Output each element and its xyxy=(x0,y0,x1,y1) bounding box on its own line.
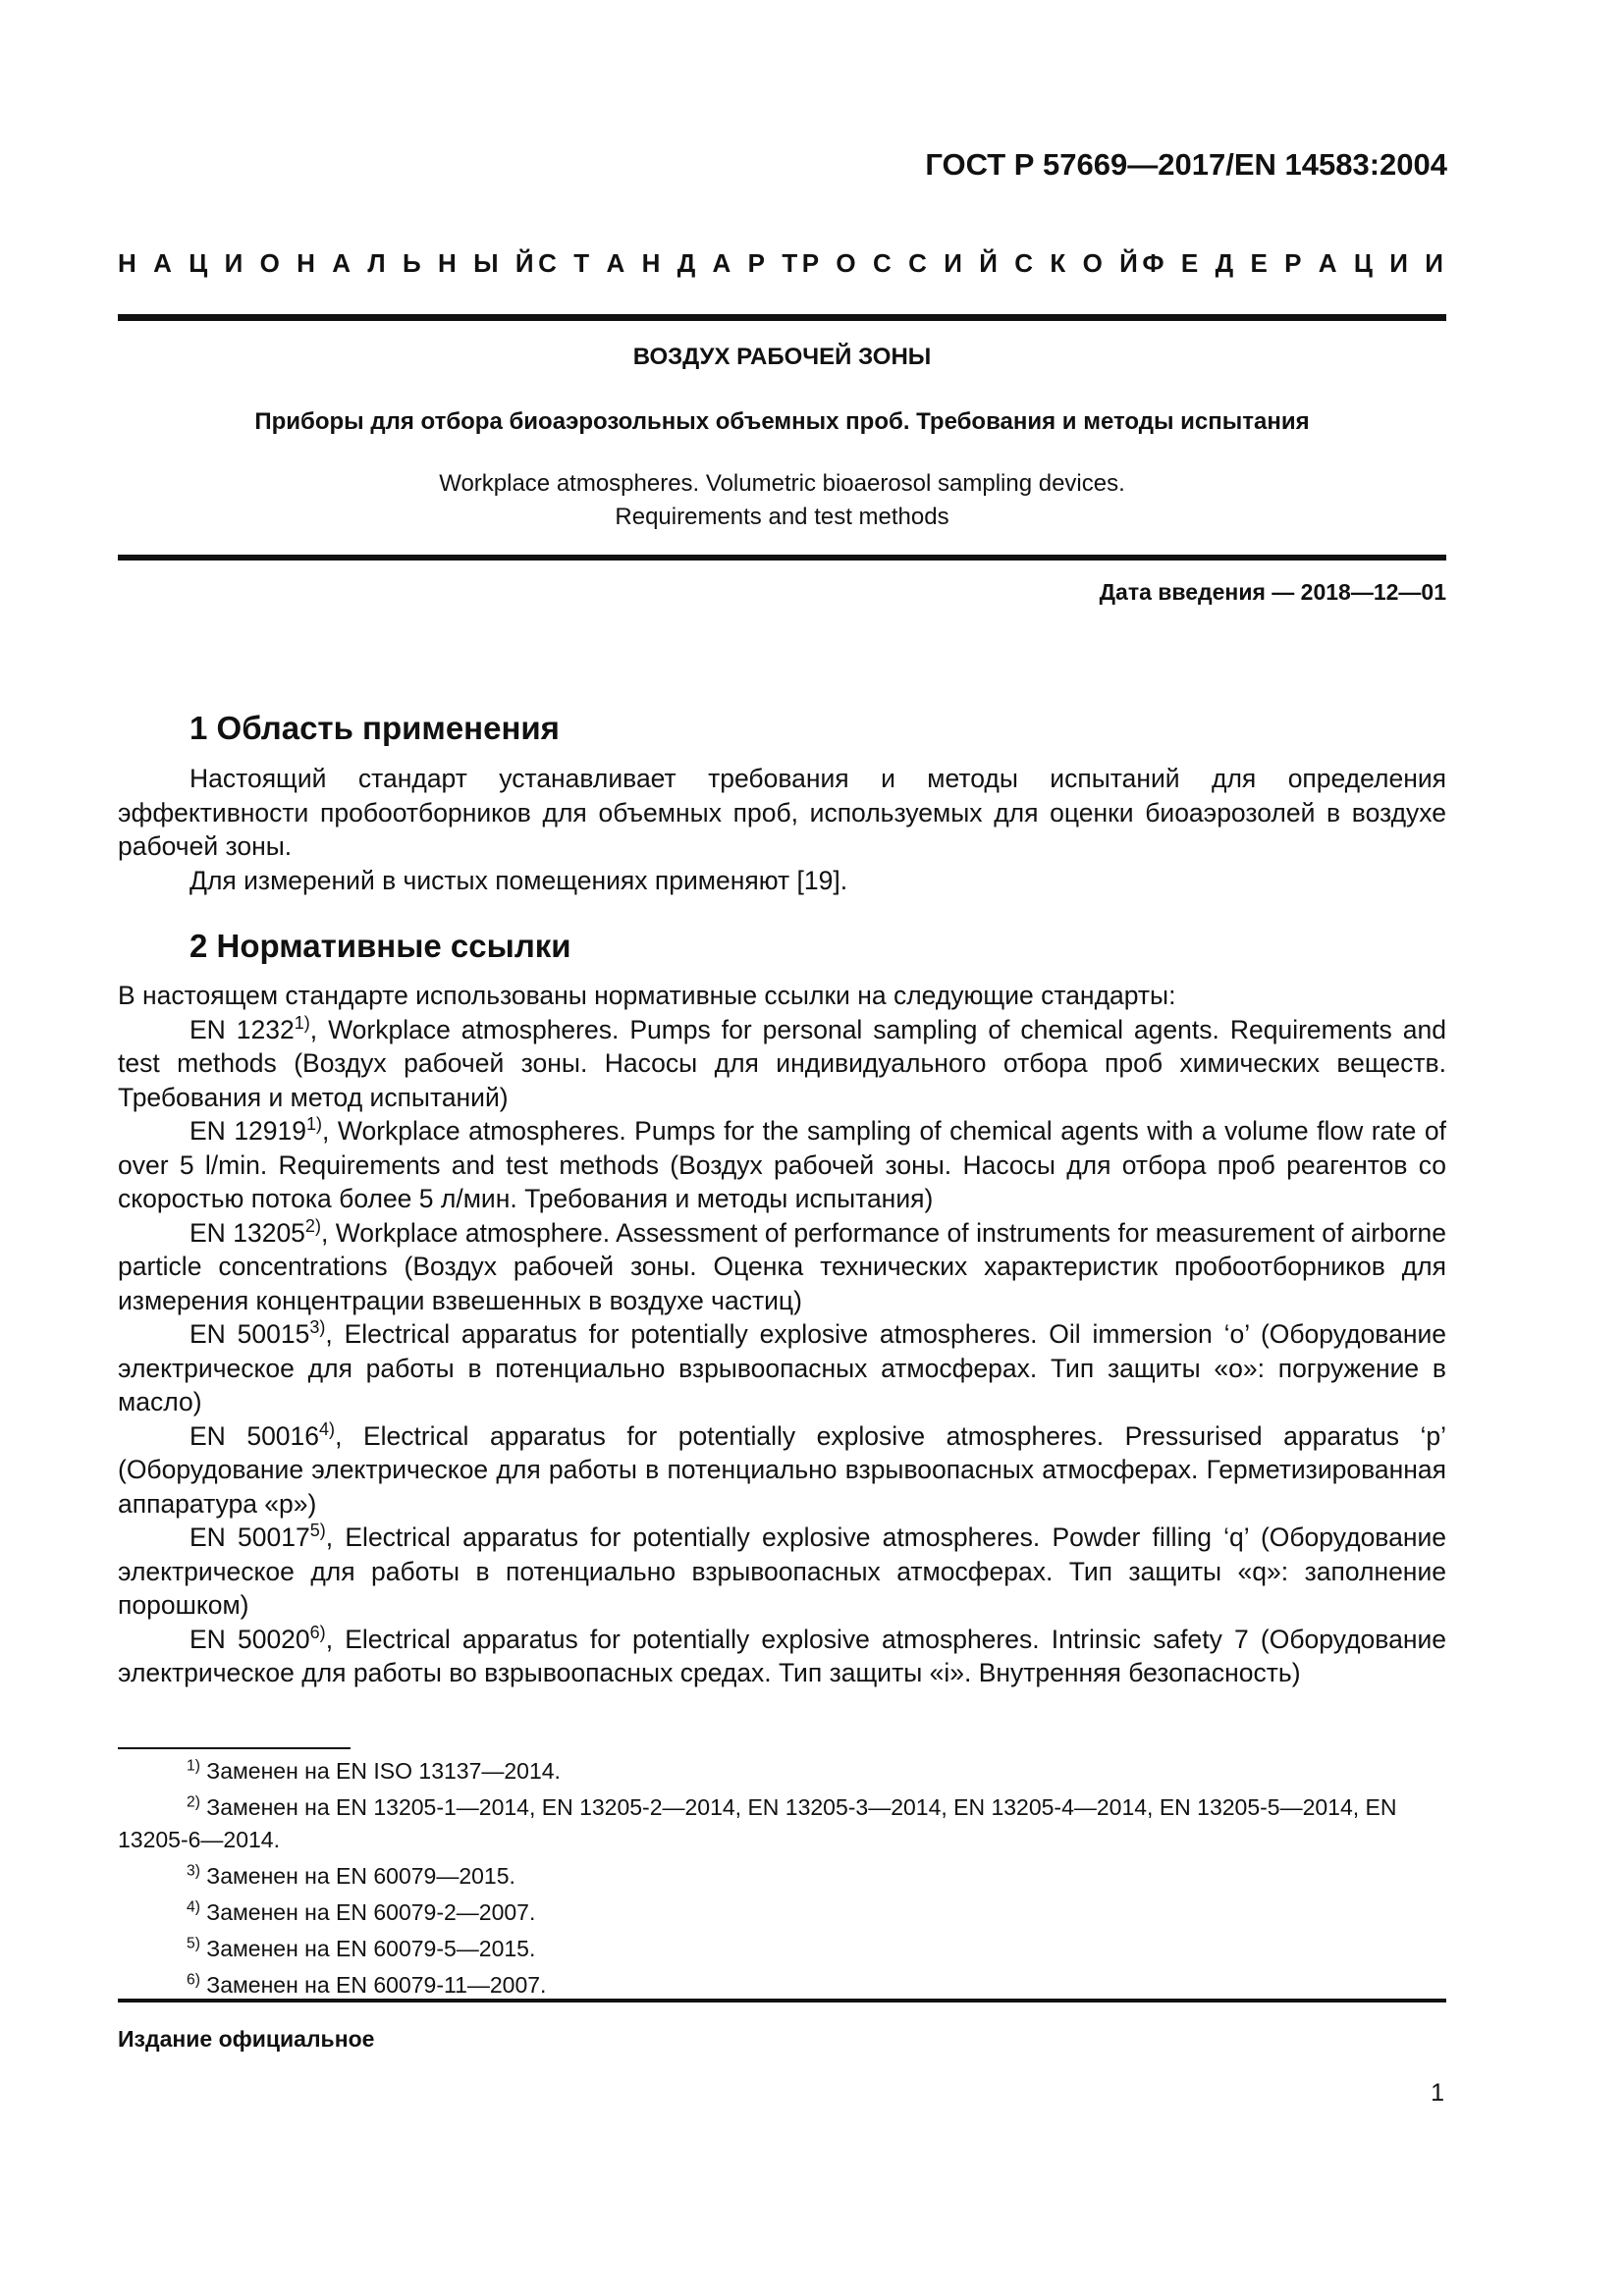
footnote-text: Заменен на EN 60079—2015. xyxy=(199,1863,515,1889)
banner-word: С Т А Н Д А Р Т xyxy=(538,248,798,278)
section-1-body xyxy=(118,762,1446,897)
banner-word: Н А Ц И О Н А Л Ь Н Ы Й xyxy=(118,248,534,278)
footnote-text: Заменен на EN 13205-1—2014, EN 13205-2—2014, EN 13205-3—2014, EN 13205-4—2014, EN 13205-5—2014, EN 13205-6—2014. xyxy=(118,1794,1397,1852)
introduction-date: Дата введения — 2018—12—01 xyxy=(1099,579,1446,605)
paragraph: Для измерений в чистых помещениях применяют [19]. xyxy=(189,865,848,895)
document-title: ВОЗДУХ РАБОЧЕЙ ЗОНЫ xyxy=(632,344,932,370)
footnote-mark[interactable]: 1) xyxy=(306,1114,323,1135)
section-1-heading: 1 Область применения xyxy=(189,710,560,746)
footnote-mark[interactable]: 1) xyxy=(294,1012,310,1033)
footnotes xyxy=(118,1755,1446,2005)
reference-item xyxy=(118,1419,1446,1522)
footnote-text: Заменен на EN 60079-11—2007. xyxy=(199,1972,547,1998)
standard-code: ГОСТ Р 57669—2017/EN 14583:2004 xyxy=(925,147,1447,182)
reference-code: EN 12919 xyxy=(189,1116,307,1146)
reference-code: EN 50015 xyxy=(189,1319,310,1349)
footnote-mark: 5) xyxy=(187,1935,200,1952)
document-subtitle: Приборы для отбора биоаэрозольных объемных проб. Требования и методы испытания xyxy=(254,408,1310,435)
footnote xyxy=(118,1896,1446,1929)
reference-text: , Electrical apparatus for potentially explosive atmospheres. Oil immersion ‘o’ (Оборудование электрическое для работы в потенциально взрывоопасных атмосферах. Тип защиты «о»: погружение в масло) xyxy=(118,1319,1447,1416)
page-number: 1 xyxy=(1431,2079,1444,2107)
reference-text: , Electrical apparatus for potentially explosive atmospheres. Pressurised apparatus ‘p’ (Оборудование электрическое для работы в потенциально взрывоопасных атмосферах. Герметизированная аппаратура «р») xyxy=(118,1420,1446,1519)
english-title-line: Workplace atmospheres. Volumetric bioaerosol sampling devices. xyxy=(439,470,1125,497)
footnote xyxy=(118,1791,1446,1856)
reference-item xyxy=(118,1623,1446,1690)
footnote-mark: 4) xyxy=(187,1898,200,1916)
footnote xyxy=(118,1969,1446,2002)
footnote-text: Заменен на EN 60079-5—2015. xyxy=(199,1936,536,1961)
footnote xyxy=(118,1860,1446,1893)
reference-item xyxy=(118,1114,1446,1216)
section-2-heading: 2 Нормативные ссылки xyxy=(189,928,571,964)
top-rule xyxy=(118,314,1446,321)
reference-text: , Workplace atmospheres. Pumps for the sampling of chemical agents with a volume flow rate of over 5 l/min. Requirements and test methods (Воздух рабочей зоны. Насосы для отбора проб реагентов со скоростью потока более 5 л/мин. Требования и методы испытания) xyxy=(118,1116,1446,1213)
footnote-separator xyxy=(118,1747,351,1749)
reference-code: EN 50016 xyxy=(189,1420,320,1451)
footnote-mark: 6) xyxy=(187,1971,200,1989)
footnote-mark[interactable]: 4) xyxy=(319,1418,336,1439)
reference-code: EN 50017 xyxy=(189,1522,310,1552)
title-rule xyxy=(118,555,1446,561)
official-edition-label: Издание официальное xyxy=(118,2026,375,2052)
footnote-mark[interactable]: 3) xyxy=(309,1317,326,1338)
english-title-line: Requirements and test methods xyxy=(615,504,949,530)
reference-code: EN 50020 xyxy=(189,1624,310,1654)
reference-code: EN 1232 xyxy=(189,1014,295,1044)
footnote xyxy=(118,1933,1446,1965)
footnote-mark: 1) xyxy=(187,1757,200,1775)
banner-word: Ф Е Д Е Р А Ц И И xyxy=(1142,248,1443,278)
reference-item xyxy=(118,1521,1446,1623)
reference-text: , Workplace atmospheres. Pumps for personal sampling of chemical agents. Requirements and test methods (Воздух рабочей зоны. Насосы для индивидуального отбора проб химических веществ. Требования и метод испытаний) xyxy=(118,1014,1446,1112)
reference-item xyxy=(118,1013,1446,1115)
section-2-body xyxy=(118,979,1446,1690)
bottom-rule xyxy=(118,1999,1446,2002)
reference-text: , Electrical apparatus for potentially explosive atmospheres. Powder filling ‘q’ (Оборудование электрическое для работы в потенциально взрывоопасных атмосферах. Тип защиты «q»: заполнение порошком) xyxy=(118,1522,1446,1620)
paragraph: В настоящем стандарте использованы нормативные ссылки на следующие стандарты: xyxy=(118,981,1176,1010)
reference-text: , Electrical apparatus for potentially explosive atmospheres. Intrinsic safety 7 (Оборудование электрическое для работы во взрывоопасных средах. Тип защиты «i». Внутренняя безопасность) xyxy=(118,1624,1446,1687)
footnote-mark: 2) xyxy=(187,1793,200,1811)
national-standard-banner xyxy=(118,248,1443,279)
footnote-text: Заменен на EN 60079-2—2007. xyxy=(199,1899,536,1925)
reference-item xyxy=(118,1317,1446,1419)
reference-code: EN 13205 xyxy=(189,1217,305,1248)
paragraph: Настоящий стандарт устанавливает требования и методы испытаний для определения эффективности пробоотборников для объемных проб, используемых для оценки биоаэрозолей в воздухе рабочей зоны. xyxy=(118,764,1446,861)
banner-word: Р О С С И Й С К О Й xyxy=(801,248,1138,278)
footnote-text: Заменен на EN ISO 13137—2014. xyxy=(199,1758,561,1784)
footnote-mark[interactable]: 6) xyxy=(309,1622,326,1642)
english-title xyxy=(118,467,1446,534)
footnote-mark[interactable]: 2) xyxy=(304,1215,321,1236)
reference-text: , Workplace atmosphere. Assessment of performance of instruments for measurement of airborne particle concentrations (Воздух рабочей зоны. Оценка технических характеристик пробоотборников для измерения концентрации взвешенных в воздухе частиц) xyxy=(118,1217,1446,1315)
reference-item xyxy=(118,1216,1446,1318)
footnote xyxy=(118,1755,1446,1788)
footnote-mark: 3) xyxy=(187,1862,200,1880)
footnote-mark[interactable]: 5) xyxy=(309,1521,326,1541)
